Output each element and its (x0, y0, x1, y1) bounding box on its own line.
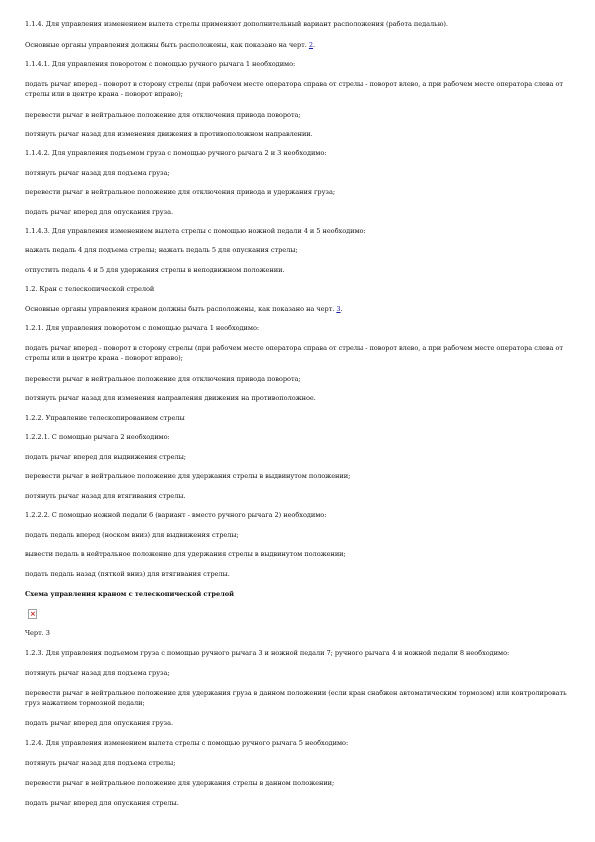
paragraph-1-2-2-1: 1.2.2.1. С помощью рычага 2 необходимо: (25, 433, 170, 441)
paragraph-1-1-4: 1.1.4. Для управления изменением вылета стрелы применяют дополнительный вариант расположения (работа педалью). (25, 20, 448, 28)
paragraph-lift-down: подать рычаг вперед для опускания груза. (25, 208, 174, 216)
paragraph-telescopic-rotation-back: потянуть рычаг назад для изменения направления движения на противоположное. (25, 394, 316, 402)
figure-label-chart-3: Черт. 3 (25, 629, 50, 637)
paragraph-load-up: потянуть рычаг назад для подъема груза; (25, 669, 170, 677)
paragraph-text: . (313, 41, 316, 49)
paragraph-1-2-2-2: 1.2.2.2. С помощью ножной педали 6 (вариант - вместо ручного рычага 2) необходимо: (25, 511, 327, 519)
paragraph-extend-neutral: перевести рычаг в нейтральное положение для удержания стрелы в выдвинутом положении; (25, 472, 351, 480)
paragraph-load-down: подать рычаг вперед для опускания груза. (25, 719, 174, 727)
chart-2-link[interactable]: 2 (308, 41, 314, 49)
paragraph-telescopic-rotation-forward: подать рычаг вперед - поворот в сторону стрелы (при рабочем месте оператора справа от стрелы - поворот влево, а при рабочем месте оператора слева от стрелы или в центре крана - поворот вправо); (25, 344, 563, 362)
paragraph-lift-up: потянуть рычаг назад для подъема груза; (25, 169, 170, 177)
figure-caption-scheme: Схема управления краном с телескопической стрелой (25, 590, 234, 598)
paragraph-text: Основные органы управления должны быть расположены, как показано на черт. (25, 41, 309, 49)
paragraph-extend-forward: подать рычаг вперед для выдвижения стрелы; (25, 453, 186, 461)
paragraph-text: . (340, 305, 343, 313)
paragraph-telescopic-rotation-neutral: перевести рычаг в нейтральное положение для отключения привода поворота; (25, 375, 301, 383)
paragraph-1-1-4-2: 1.1.4.2. Для управления подъемом груза с помощью ручного рычага 2 и 3 необходимо: (25, 149, 327, 157)
paragraph-text: Основные органы управления краном должны быть расположены, как показано на черт. (25, 305, 337, 313)
paragraph-rotation-forward: подать рычаг вперед - поворот в сторону стрелы (при рабочем месте оператора справа от стрелы - поворот влево, а при рабочем месте оператора слева от стрелы или в центре крана - поворот вправо); (25, 80, 563, 98)
paragraph-lift-neutral: перевести рычаг в нейтральное положение для отключения привода и удержания груза; (25, 188, 336, 196)
section-heading-1-2-2: 1.2.2. Управление телескопированием стрелы (25, 414, 185, 422)
paragraph-1-1-4-1: 1.1.4.1. Для управления поворотом с помощью ручного рычага 1 необходимо: (25, 60, 296, 68)
paragraph-controls-chart-3 (25, 304, 573, 314)
paragraph-extend-back: потянуть рычаг назад для втягивания стрелы. (25, 492, 186, 500)
paragraph-boom-neutral: перевести рычаг в нейтральное положение для удержания стрелы в данном положении; (25, 779, 335, 787)
paragraph-pedal-back: подать педаль назад (пяткой вниз) для втягивания стрелы. (25, 570, 230, 578)
paragraph-pedal-release: отпустить педаль 4 и 5 для удержания стрелы в неподвижном положении. (25, 266, 285, 274)
paragraph-pedal-neutral: вывести педаль в нейтральное положение для удержания стрелы в выдвинутом положении; (25, 550, 346, 558)
broken-image-mark: × (30, 610, 36, 618)
paragraph-1-2-3: 1.2.3. Для управления подъемом груза с помощью ручного рычага 3 и ножной педали 7; ручного рычага 4 и ножной педали 8 необходимо: (25, 649, 510, 657)
paragraph-1-2-1: 1.2.1. Для управления поворотом с помощью рычага 1 необходимо: (25, 324, 260, 332)
paragraph-controls-chart-2 (25, 40, 573, 50)
paragraph-boom-up: потянуть рычаг назад для подъема стрелы; (25, 759, 176, 767)
paragraph-pedal-forward: подать педаль вперед (носком вниз) для выдвижения стрелы; (25, 531, 239, 539)
section-heading-1-2: 1.2. Кран с телескопической стрелой (25, 285, 155, 293)
paragraph-boom-down: подать рычаг вперед для опускания стрелы. (25, 799, 179, 807)
paragraph-1-1-4-3: 1.1.4.3. Для управления изменением вылета стрелы с помощью ножной педали 4 и 5 необходимо: (25, 227, 366, 235)
paragraph-pedal-press: нажать педаль 4 для подъема стрелы; нажать педаль 5 для опускания стрелы; (25, 246, 298, 254)
paragraph-rotation-neutral: перевести рычаг в нейтральное положение для отключения привода поворота; (25, 111, 301, 119)
chart-3-link[interactable]: 3 (336, 305, 341, 313)
paragraph-1-2-4: 1.2.4. Для управления изменением вылета стрелы с помощью ручного рычага 5 необходимо: (25, 739, 349, 747)
paragraph-load-neutral: перевести рычаг в нейтральное положение для удержания груза в данном положении (если кран снабжен автоматическим тормозом) или контролировать груз нажатием тормозной педали; (25, 689, 567, 707)
broken-image-icon (28, 609, 37, 619)
paragraph-rotation-back: потянуть рычаг назад для изменения движения в противоположном направлении. (25, 130, 313, 138)
